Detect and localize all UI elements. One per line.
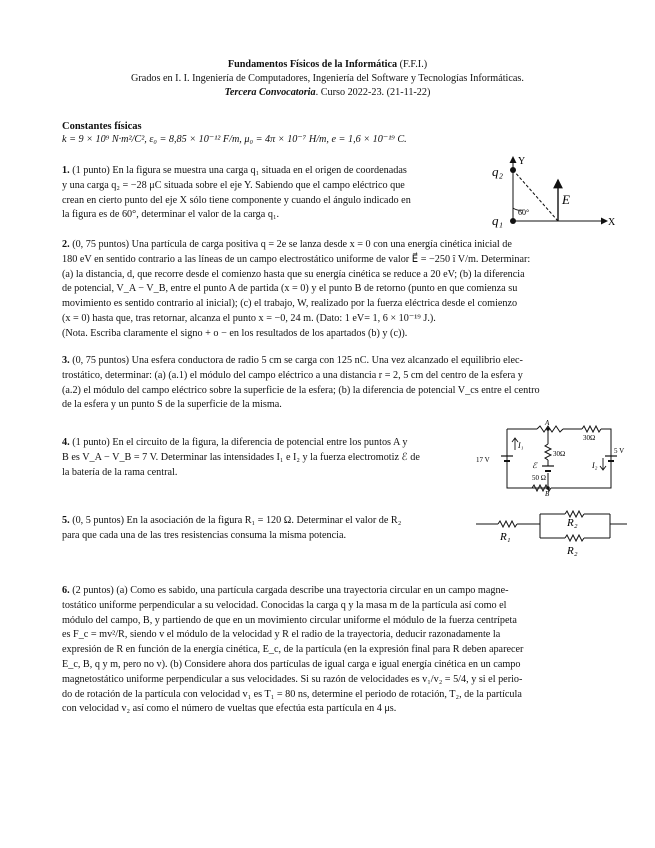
r30-top (537, 426, 563, 432)
label-I2: I₂ (592, 461, 598, 470)
i2-arrow (600, 458, 606, 470)
x-axis-label: X (608, 217, 616, 228)
angle-label: 60° (518, 208, 530, 217)
problem-1: 1. (1 punto) En la figura se muestra una carga q₁ situada en el origen de coordenadas y una carga q₂ = −28 μC situada sobre el eje Y. Sabiendo que el campo eléctrico que crean en cierto punto del eje X sólo tiene componente y cuando el ángulo indicado en la figura es de 60°, determinar el valor de la carga q₁. (62, 165, 411, 221)
problem-5: 5. (0, 5 puntos) En la asociación de la figura R₁ = 120 Ω. Determinar el valor de R₂ para que cada una de las tres resistencias consuma la misma potencia. (62, 515, 402, 541)
label-5v: 5 V (614, 447, 625, 455)
figure-5-resistors (474, 506, 629, 558)
q2-charge (510, 167, 516, 173)
q1-label: q₁ (492, 213, 504, 228)
problem-6: 6. (2 puntos) (a) Como es sabido, una partícula cargada describe una trayectoria circular en un campo magne- tostático uniforme perpendicular a su velocidad. Conocidas la carga q y la masa m de la partícula así como el módulo del campo, B, y partiendo de que en un movimiento circular uniforme el módulo de la fuerza centrípeta es F_c = mv²/R, siendo v el módulo de la velocidad y R el radio de la trayectoria, deducir razonadamente la expresión de R en función de la energía cinética, E_c, de la partícula (en la expresión final para R deben aparecer E_c, B, q y m, pero no v). (b) Considere ahora dos partículas de igual carga e igual energía cinética en un campo magnetostático uniforme perpendicular a sus velocidades. Si su razón de velocidades es v₁/v₂ = 5/4, y si el perio- do de rotación de la partícula con velocidad v₁ es T₁ = 80 ns, determine el periodo de rotación, T₂, de la partícula con velocidad v₂ así como el número de vueltas que efectúa esta partícula en 4 μs. (62, 585, 524, 715)
r1-zigzag (498, 521, 517, 527)
label-R2-bottom: R₂ (567, 545, 578, 557)
node-a (546, 427, 550, 431)
label-R2-top: R₂ (567, 517, 578, 529)
label-A: A (545, 419, 550, 427)
r2b-zigzag (565, 535, 584, 541)
r30-central (545, 444, 551, 460)
constants-heading: Constantes físicas (62, 121, 142, 132)
label-emf: ℰ (532, 461, 537, 470)
r30-right-top (582, 426, 601, 432)
field-label: E⃗ (562, 192, 581, 207)
problem-2: 2. (0, 75 puntos) Una partícula de carga positiva q = 2e se lanza desde x = 0 con una energía cinética inicial de 180 eV en sentido contrario a las líneas de un campo electrostático uniforme de valor E⃗ = −250 î V/m. Determinar: (a) la distancia, d, que recorre desde el comienzo hasta que su energía cinética se reduce a 20 eV; (b) la diferencia de potencial, V_A − V_B, entre el punto A de partida (x = 0) y el punto B de retorno (punto en que comienza su movimiento es sentido contrario al inicial); (c) el trabajo, W, realizado por la fuerza eléctrica desde el comienzo (x = 0) hasta que, tras retornar, alcanza el punto x = −0, 24 m. (Dato: 1 eV= 1, 6 × 10⁻¹⁹ J.). (Nota. Escriba claramente el signo + o − en los resultados de los apartados (b) y (c)). (62, 239, 531, 339)
q2-label: q₂ (492, 164, 504, 179)
y-axis-label: Y (518, 156, 526, 167)
label-r30-right: 30Ω (583, 434, 596, 442)
problem-3: 3. (0, 75 puntos) Una esfera conductora de radio 5 cm se carga con 125 nC. Una vez alcanzado el equilibrio elec- trostático, determinar: (a) (a.1) el módulo del campo eléctrico a una distancia r = 2, 5 cm del centro de la esfera y (a.2) el módulo del campo eléctrico sobre la superficie de la esfera; (b) la diferencia de potencial V_cs entre el centro de la esfera y un punto S de la superficie de la misma. (62, 355, 540, 411)
figure-4-circuit (472, 416, 627, 498)
problem-4: 4. (1 punto) En el circuito de la figura, la diferencia de potencial entre los puntos A y B es V_A − V_B = 7 V. Determinar las intensidades I₁ e I₂ y la fuerza electromotiz ℰ de la batería de la rama central. (62, 437, 420, 478)
label-17v: 17 V (476, 456, 490, 464)
label-r30-central: 30Ω (553, 450, 566, 458)
q1-charge (510, 218, 516, 224)
label-R1: R₁ (500, 531, 511, 543)
exam-title: Fundamentos Físicos de la Informática (F.F.I.) (227, 59, 428, 70)
label-B: B (545, 490, 550, 498)
label-I1: I₁ (518, 441, 524, 450)
constants-line: k = 9 × 10⁹ N·m²/C², ε₀ = 8,85 × 10⁻¹² F/m, μ₀ = 4π × 10⁻⁷ H/m, e = 1,6 × 10⁻¹⁹ C. (62, 134, 407, 145)
exam-degrees: Grados en I. I. Ingeniería de Computadores, Ingeniería del Software y Tecnologías Informáticas. (131, 73, 524, 84)
figure-1-charges (482, 152, 622, 232)
label-r50: 50 Ω (532, 474, 546, 482)
exam-convocatoria: Tercera Convocatoria. Curso 2022-23. (21-11-22) (224, 87, 431, 98)
